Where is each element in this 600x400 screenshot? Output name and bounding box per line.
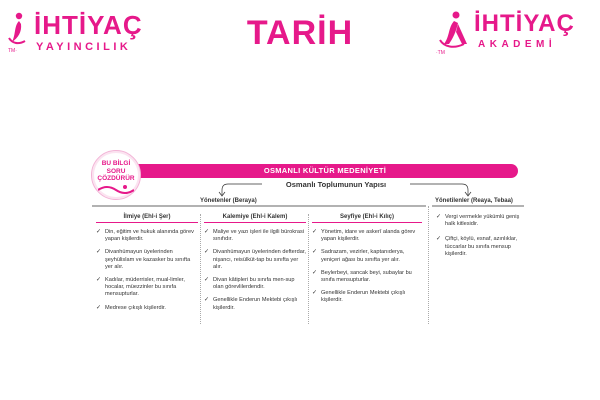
seyfiye-list [312,229,424,311]
list-item: ✓ Maliye ve yazı işleri ile ilgili bürokrasi sınıfıdır. [204,229,305,243]
check-icon: ✓ [96,229,102,235]
badge-line-2: SORU [106,167,126,175]
list-item: ✓ Genellikle Enderun Mektebi çıkışlı kişilerdir. [204,297,298,311]
column-heading-kalemiye: Kalemiye (Ehl-i Kalem) [204,214,306,223]
diagram-subtitle: Osmanlı Toplumunun Yapısı [285,180,387,189]
list-item: ✓ Genellikle Enderun Mektebi çıkışlı kişilerdir. [312,290,406,304]
list-item: ✓ Kadılar, müderrisler, mual-limler, hocalar, müezzinler bu sınıfa mensupturlar. [96,277,185,298]
check-icon: ✓ [204,297,210,304]
list-item: ✓ Medrese çıkışlı kişilerdir. [96,304,166,311]
list-item: ✓ Divanhümayun üyelerinden şeyhülislam ve kazasker bu sınıfta yer alır. [96,249,191,270]
list-item: ✓ Din, eğitim ve hukuk alanında görev yapan kişilerdir. [96,229,194,243]
column-separator [428,206,429,324]
right-logo-sub: AKADEMİ [478,39,557,50]
check-icon: ✓ [204,277,210,284]
list-item: ✓ Divanhümayun üyelerinden defterdar, nişancı, reisülküt-tap bu sınıfta yer alır. [204,249,306,270]
banner-title: OSMANLI KÜLTÜR MEDENİYETİ [263,166,387,175]
check-icon: ✓ [312,229,318,235]
reaya-list [436,214,528,264]
list-item: ✓ Yönetim, idare ve askerî alanda görev yapan kişilerdir. [312,229,416,243]
check-icon: ✓ [96,304,102,311]
check-icon: ✓ [204,249,210,256]
check-icon: ✓ [436,214,442,220]
badge-line-1: BU BİLGİ [101,160,131,167]
check-icon: ✓ [436,236,442,243]
right-logo-reg: ·TM [436,50,445,56]
list-item: ✓ Sadrazam, vezirler, kaptanıderya, yeniçeri ağası bu sınıfta yer alır. [312,249,405,263]
column-heading-ilmiye: İlmiye (Ehl-i Şer) [96,214,198,223]
right-logo-name: İHTİYAÇ [474,10,575,37]
list-item: ✓ Beylerbeyi, sancak beyi, subaylar bu sınıfa mensupturlar. [312,269,412,284]
column-separator [308,214,309,324]
column-separator [200,214,201,324]
rulers-group-label: Yönetenler (Beraya) [200,198,257,204]
check-icon: ✓ [204,229,210,235]
ruled-group-label: Yönetilenler (Reaya, Tebaa) [435,198,513,204]
check-icon: ✓ [96,249,102,256]
list-item: ✓ Çiftçi, köylü, esnaf, azınlıklar, tüccarlar bu sınıfa mensup kişilerdir. [436,236,518,257]
left-logo-reg: TM· [8,48,17,54]
column-heading-seyfiye: Seyfiye (Ehl-i Kılıç) [312,214,422,223]
badge-line-3: ÇÖZDÜRÜR [97,175,135,182]
left-logo-sub: YAYINCILIK [36,41,132,53]
page-title: TARİH [246,14,354,52]
check-icon: ✓ [312,269,318,276]
left-logo-name: İHTİYAÇ [34,10,143,40]
check-icon: ✓ [312,249,318,256]
list-item: ✓ Divan kâtipleri bu sınıfa men-sup olan görevlilerdendir. [204,277,295,291]
ilmiye-list [96,229,198,318]
check-icon: ✓ [312,290,318,297]
kalemiye-list [204,229,306,318]
list-item: ✓ Vergi vermekle yükümlü geniş halk kitlesidir. [436,214,520,228]
check-icon: ✓ [96,277,102,284]
